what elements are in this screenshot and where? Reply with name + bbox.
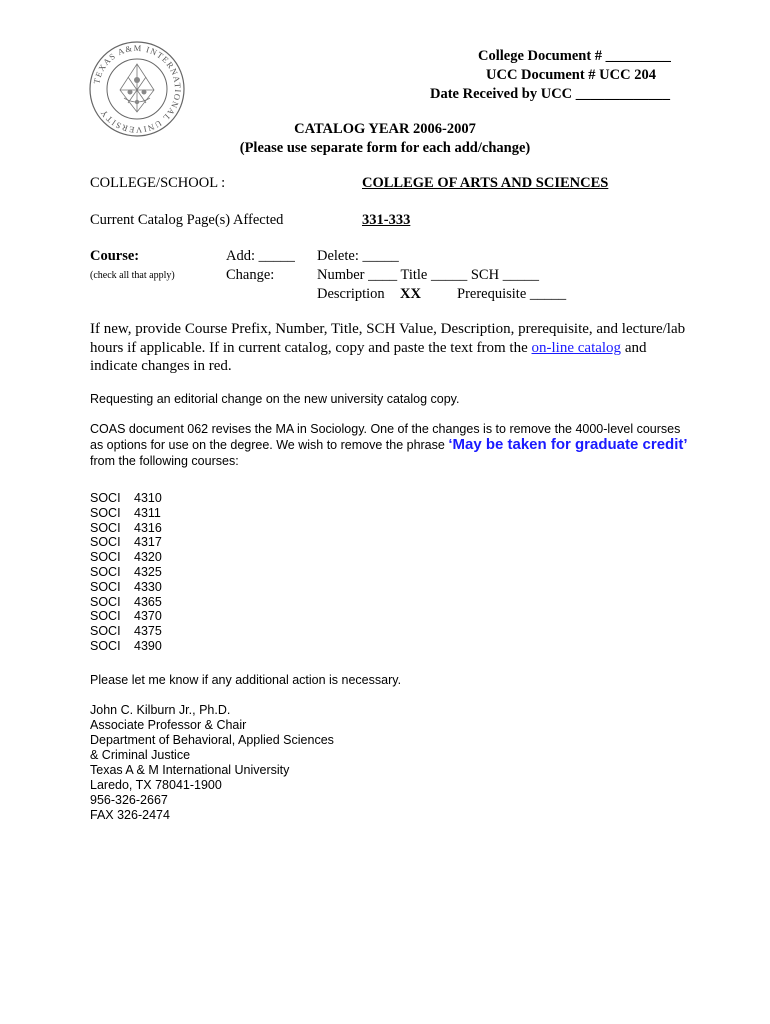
course-number: 4330 [134,579,162,594]
course-label: Course: [90,248,140,264]
ucc-document-number: UCC Document # UCC 204 [486,67,656,83]
course-row [90,595,162,610]
add-field[interactable]: Add: _____ [226,248,295,264]
instructions-text: If new, provide Course Prefix, Number, Title, SCH Value, Description, prerequisite, and lecture/lab hours if applicable. If in current catalog, copy and paste the text from the [90,321,686,356]
course-number: 4325 [134,564,162,579]
course-prefix: SOCI [90,564,121,579]
signature-line: & Criminal Justice [90,748,191,762]
college-document-number: College Document # _________ [478,48,671,64]
course-prefix: SOCI [90,550,121,565]
course-number: 4310 [134,491,162,505]
course-row [90,535,162,550]
closing-text: Please let me know if any additional action is necessary. [90,673,402,687]
course-number: 4320 [134,550,162,565]
course-number: 4370 [134,609,162,624]
course-row [90,491,162,506]
catalog-note: (Please use separate form for each add/change) [239,140,531,156]
course-prefix: SOCI [90,505,121,520]
pages-label: Current Catalog Page(s) Affected [90,212,284,228]
course-row [90,506,162,521]
course-row [90,639,162,654]
course-row [90,565,162,580]
signature-line: Laredo, TX 78041-1900 [90,778,222,792]
course-row [90,521,162,536]
college-value: COLLEGE OF ARTS AND SCIENCES [362,175,609,191]
course-list [90,491,162,654]
course-number: 4365 [134,594,162,609]
check-note: (check all that apply) [90,270,175,281]
signature-block [90,703,334,823]
course-prefix: SOCI [90,520,121,535]
body-paragraph [90,421,690,469]
online-catalog-link[interactable]: on-line catalog [531,339,622,356]
signature-line: 956-326-2667 [90,793,168,807]
course-row [90,609,162,624]
course-row [90,550,162,565]
course-prefix: SOCI [90,638,121,653]
course-prefix: SOCI [90,535,121,550]
course-number: 4317 [134,535,162,550]
change-label: Change: [226,267,275,283]
seal-text: TEXAS A&M INTERNATIONAL UNIVERSITY [91,42,184,136]
course-prefix: SOCI [90,609,121,624]
signature-line: John C. Kilburn Jr., Ph.D. [90,703,231,717]
course-number: 4311 [134,505,161,520]
catalog-year: CATALOG YEAR 2006-2007 [294,121,476,137]
number-title-sch-fields[interactable]: Number ____ Title _____ SCH _____ [317,267,539,283]
course-row [90,580,162,595]
course-number: 4316 [134,520,162,535]
course-row [90,624,162,639]
instructions-paragraph [90,320,690,376]
date-received: Date Received by UCC _____________ [430,86,671,102]
instructions-text-end: and indicate changes in red. [90,339,647,374]
request-text: Requesting an editorial change on the new university catalog copy. [90,392,460,406]
course-number: 4390 [134,638,162,653]
description-label: Description [317,286,385,302]
signature-line: Texas A & M International University [90,763,290,777]
course-number: 4375 [134,624,162,639]
course-prefix: SOCI [90,594,121,609]
signature-line: Associate Professor & Chair [90,718,247,732]
delete-field[interactable]: Delete: _____ [317,248,399,264]
highlighted-phrase: ‘May be taken for graduate credit’ [448,436,688,453]
signature-line: Department of Behavioral, Applied Sciences [90,733,334,747]
prerequisite-field[interactable]: Prerequisite _____ [457,286,567,302]
course-prefix: SOCI [90,579,121,594]
signature-line: FAX 326-2474 [90,808,170,822]
body-text-end: from the following courses: [90,454,239,468]
description-mark: XX [400,286,421,302]
course-prefix: SOCI [90,624,121,639]
pages-value: 331-333 [362,212,411,228]
body-text: COAS document 062 revises the MA in Sociology. One of the changes is to remove the 4000-level courses as options for use on the degree. We wish to remove the phrase [90,422,681,452]
college-label: COLLEGE/SCHOOL : [90,175,226,191]
course-prefix: SOCI [90,491,121,505]
